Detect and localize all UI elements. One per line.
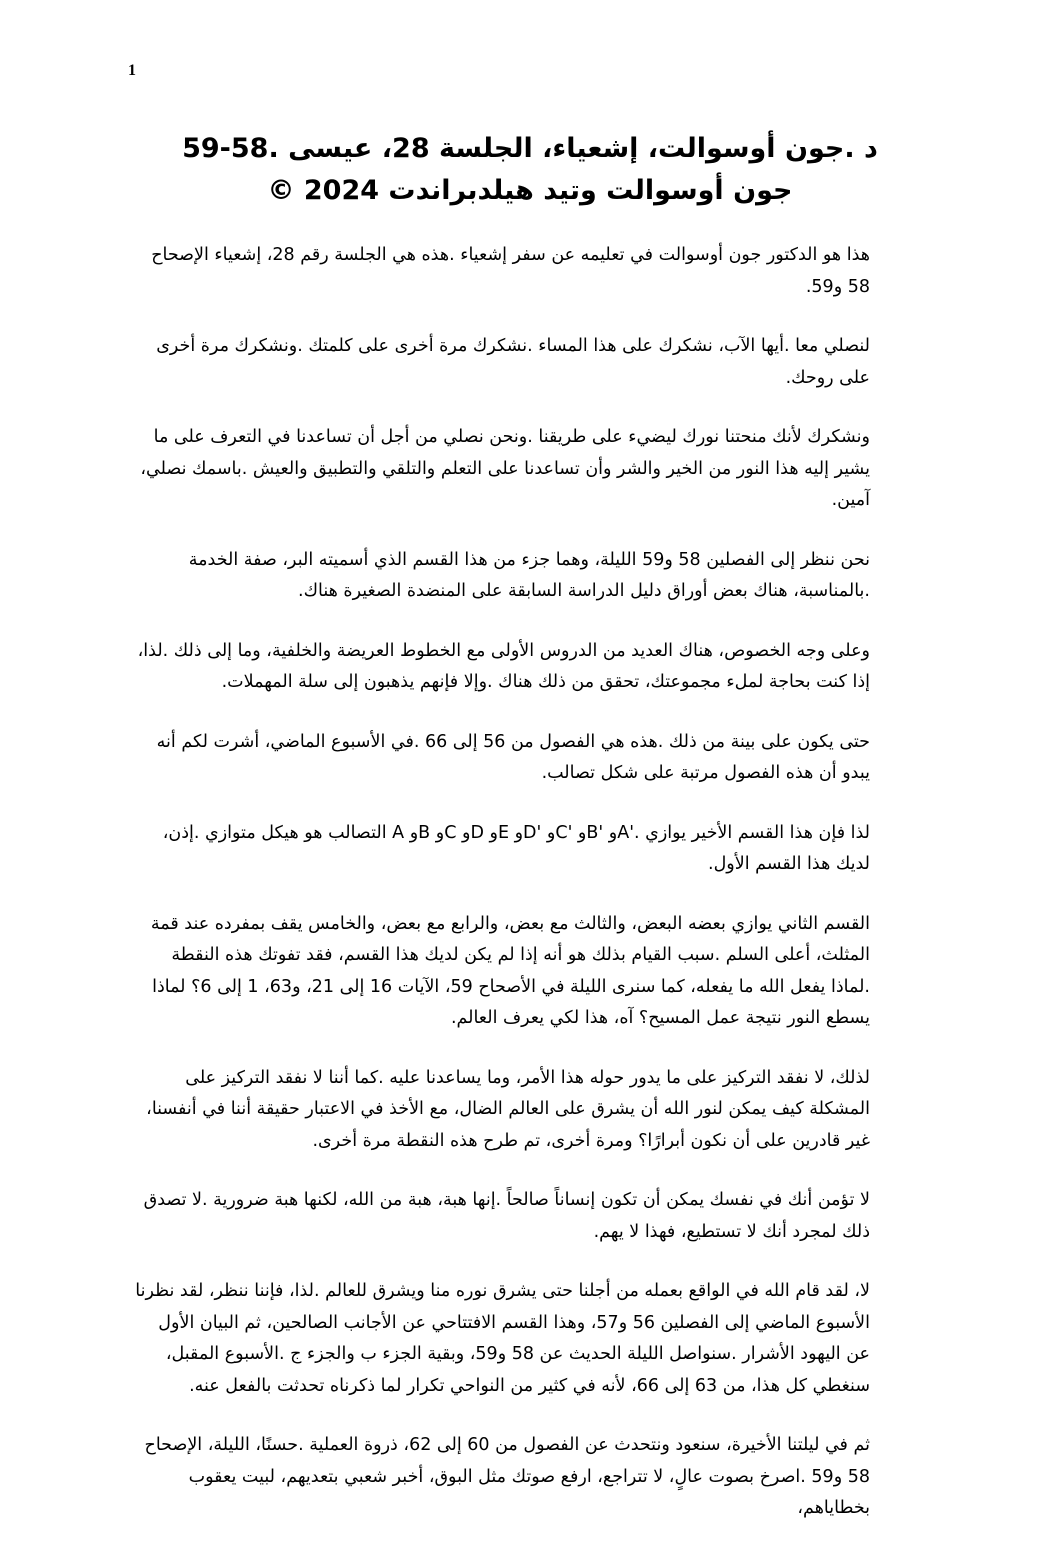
page-number: 1 [128, 62, 136, 79]
paragraph-11: لا، لقد قام الله في الواقع بعمله من أجلنا حتى يشرق نوره منا ويشرق للعالم .لذا، فإننا ننظر، لقد نظرنا الأسبوع الماضي إلى الفصلين 56 و57، وهذا القسم الافتتاحي عن الأجانب الصالحين، ثم البيان الأول عن اليهود الأشرار .سنواصل الليلة الحديث عن 58 و59، وبقية الجزء ب والجزء ج .الأسبوع المقبل، سنغطي كل هذا، من 63 إلى 66، لأنه في كثير من النواحي تكرار لما ذكرناه تحدثت بالفعل عنه. [135, 1281, 870, 1396]
paragraph-2: لنصلي معا .أيها الآب، نشكرك على هذا المساء .نشكرك مرة أخرى على كلمتك .ونشكرك مرة أخرى على روحك. [156, 336, 870, 388]
title-line-2: جون أوسوالت وتيد هيلدبراندت 2024 © [267, 175, 793, 206]
paragraph-8: القسم الثاني يوازي بعضه البعض، والثالث مع بعض، والرابع مع بعض، والخامس يقف بمفرده عند قمة المثلث، أعلى السلم .سبب القيام بذلك هو أنه إذا لم يكن لديك هذا القسم، فقد تفوتك هذه النقطة .لماذا يفعل الله ما يفعله، كما سنرى الليلة في الأصحاح 59، الآيات 16 إلى 21، و63، 1 إلى 6؟ لماذا يسطع النور نتيجة عمل المسيح؟ آه، هذا لكي يعرف العالم. [150, 913, 870, 1028]
paragraph-12: ثم في ليلتنا الأخيرة، سنعود ونتحدث عن الفصول من 60 إلى 62، ذروة العملية .حسنًا، الليلة، الإصحاح 58 و59 .اصرخ بصوت عالٍ، لا تتراجع، ارفع صوتك مثل البوق، أخبر شعبي بتعديهم، لبيت يعقوب بخطاياهم، [144, 1435, 870, 1518]
paragraph-5: وعلى وجه الخصوص، هناك العديد من الدروس الأولى مع الخطوط العريضة والخلفية، وما إلى ذلك .لذا، إذا كنت بحاجة لملء مجموعتك، تحقق من ذلك هناك .وإلا فإنهم يذهبون إلى سلة المهملات. [137, 640, 870, 692]
page-title [140, 128, 920, 212]
paragraph-7: لذا فإن هذا القسم الأخير يوازي .'Aو 'Bو 'Cو 'Dو Eو Dو Cو Bو A التصالب هو هيكل متوازي .إذن، لديك هذا القسم الأول. [162, 822, 870, 874]
paragraph-10: لا تؤمن أنك في نفسك يمكن أن تكون إنساناً صالحاً .إنها هبة، هبة من الله، لكنها هبة ضرورية .لا تصدق ذلك لمجرد أنك لا تستطيع، فهذا لا يهم. [143, 1190, 870, 1242]
title-line-1: د .جون أوسوالت، إشعياء، الجلسة 28، عيسى .58-59 [182, 133, 878, 164]
document-body [132, 240, 870, 1553]
paragraph-3: ونشكرك لأنك منحتنا نورك ليضيء على طريقنا .ونحن نصلي من أجل أن تساعدنا في التعرف على ما يشير إليه هذا النور من الخير والشر وأن تساعدنا على التعلم والتلقي والتطبيق والعيش .باسمك نصلي، آمين. [140, 427, 870, 510]
paragraph-6: حتى يكون على بينة من ذلك .هذه هي الفصول من 56 إلى 66 .في الأسبوع الماضي، أشرت لكم أنه يبدو أن هذه الفصول مرتبة على شكل تصالب. [156, 731, 870, 783]
paragraph-1: هذا هو الدكتور جون أوسوالت في تعليمه عن سفر إشعياء .هذه هي الجلسة رقم 28، إشعياء الإصحاح 58 و59. [151, 245, 870, 297]
paragraph-9: لذلك، لا نفقد التركيز على ما يدور حوله هذا الأمر، وما يساعدنا عليه .كما أننا لا نفقد التركيز على المشكلة كيف يمكن لنور الله أن يشرق على العالم الضال، مع الأخذ في الاعتبار حقيقة أننا في أنفسنا، غير قادرين على أن نكون أبرارًا؟ ومرة أخرى، تم طرح هذه النقطة مرة أخرى. [146, 1067, 870, 1151]
paragraph-4: نحن ننظر إلى الفصلين 58 و59 الليلة، وهما جزء من هذا القسم الذي أسميته البر، صفة الخدمة .بالمناسبة، هناك بعض أوراق دليل الدراسة السابقة على المنضدة الصغيرة هناك. [188, 549, 870, 601]
